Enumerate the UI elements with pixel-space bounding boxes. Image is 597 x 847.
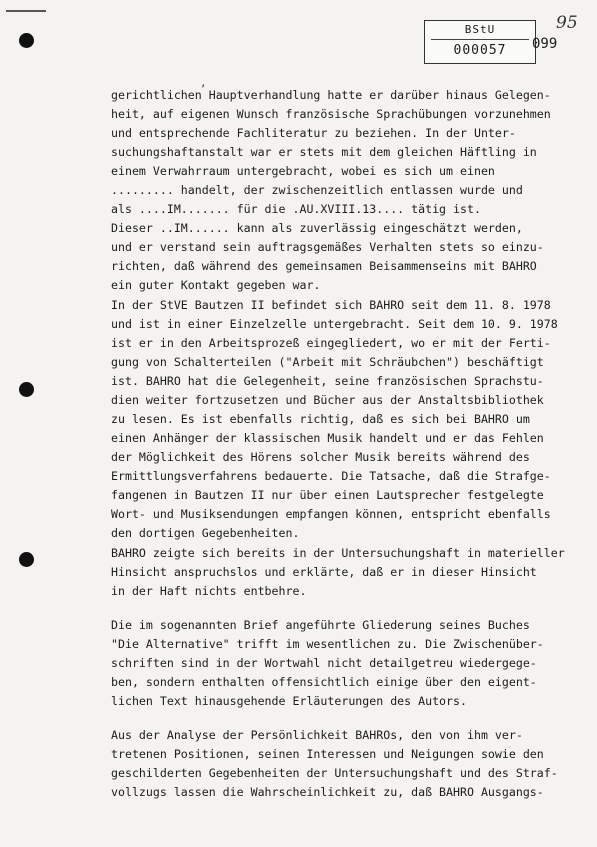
text-line: einen Anhänger der klassischen Musik handelt und er das Fehlen xyxy=(111,431,544,445)
text-line: und ist in einer Einzelzelle untergebracht. Seit dem 10. 9. 1978 xyxy=(111,317,558,331)
text-line: fangenen in Bautzen II nur über einen Lautsprecher festgelegte xyxy=(111,488,544,502)
text-line: und entsprechende Fachliteratur zu beziehen. In der Unter- xyxy=(111,126,516,140)
text-line: Ermittlungsverfahrens bedauerte. Die Tatsache, daß die Strafge- xyxy=(111,469,551,483)
text-line: In der StVE Bautzen II befindet sich BAHRO seit dem 11. 8. 1978 xyxy=(111,298,551,312)
text-line: der Möglichkeit des Hörens solcher Musik bereits während des xyxy=(111,450,530,464)
text-line: in der Haft nichts entbehre. xyxy=(111,584,307,598)
text-line: schriften sind in der Wortwahl nicht detailgetreu wiedergege- xyxy=(111,656,537,670)
text-line: heit, auf eigenen Wunsch französische Sprachübungen vorzunehmen xyxy=(111,107,551,121)
text-line: gung von Schalterteilen ("Arbeit mit Schräubchen") beschäftigt xyxy=(111,355,544,369)
text-line: und er verstand sein auftragsgemäßes Verhalten stets so einzu- xyxy=(111,240,544,254)
text-line: zu lesen. Es ist ebenfalls richtig, daß es sich bei BAHRO um xyxy=(111,412,530,426)
text-line: als ....IM....... für die .AU.XVIII.13.... tätig ist. xyxy=(111,202,481,216)
text-line: ist er in den Arbeitsprozeß eingegliedert, wo er mit der Ferti- xyxy=(111,336,551,350)
text-line: BAHRO zeigte sich bereits in der Untersuchungshaft in materieller xyxy=(111,546,565,560)
archive-stamp xyxy=(424,20,536,64)
stamp-divider xyxy=(431,39,529,40)
text-line: "Die Alternative" trifft im wesentlichen zu. Die Zwischenüber- xyxy=(111,637,544,651)
handwritten-page-number: 95 xyxy=(556,13,578,33)
stamp-extra-number: 099 xyxy=(532,36,558,52)
punch-hole-bottom xyxy=(19,552,34,567)
text-line: Hinsicht anspruchslos und erklärte, daß er in dieser Hinsicht xyxy=(111,565,537,579)
text-line: tretenen Positionen, seinen Interessen und Neigungen sowie den xyxy=(111,747,544,761)
text-line: Die im sogenannten Brief angeführte Gliederung seines Buches xyxy=(111,618,530,632)
text-line: einem Verwahrraum untergebracht, wobei es sich um einen xyxy=(111,164,495,178)
insertion-mark: , xyxy=(200,76,207,89)
text-line: ist. BAHRO hat die Gelegenheit, seine französischen Sprachstu- xyxy=(111,374,544,388)
text-line: dien weiter fortzusetzen und Bücher aus der Anstaltsbibliothek xyxy=(111,393,544,407)
text-line: suchungshaftanstalt war er stets mit dem gleichen Häftling in xyxy=(111,145,537,159)
punch-hole-middle xyxy=(19,382,34,397)
text-line: Aus der Analyse der Persönlichkeit BAHROs, den von ihm ver- xyxy=(111,728,523,742)
text-line: richten, daß während des gemeinsamen Beisammenseins mit BAHRO xyxy=(111,259,537,273)
text-line: den dortigen Gegebenheiten. xyxy=(111,526,300,540)
punch-hole-top xyxy=(19,33,34,48)
text-line: geschilderten Gegebenheiten der Untersuchungshaft und des Straf- xyxy=(111,766,558,780)
text-line: ein guter Kontakt gegeben war. xyxy=(111,278,321,292)
text-line: ben, sondern enthalten offensichtlich einige über den eigent- xyxy=(111,675,537,689)
text-line: Wort- und Musiksendungen empfangen können, entspricht ebenfalls xyxy=(111,507,551,521)
top-margin-mark xyxy=(6,10,46,12)
stamp-org: BStU xyxy=(464,23,496,36)
text-line: vollzugs lassen die Wahrscheinlichkeit zu, daß BAHRO Ausgangs- xyxy=(111,785,544,799)
text-line: Dieser ..IM...... kann als zuverlässig eingeschätzt werden, xyxy=(111,221,523,235)
text-line: gerichtlichen Hauptverhandlung hatte er darüber hinaus Gelegen- xyxy=(111,88,551,102)
text-line: ......... handelt, der zwischenzeitlich entlassen wurde und xyxy=(111,183,523,197)
text-line: lichen Text hinausgehende Erläuterungen des Autors. xyxy=(111,694,467,708)
stamp-number: 000057 xyxy=(453,43,507,58)
